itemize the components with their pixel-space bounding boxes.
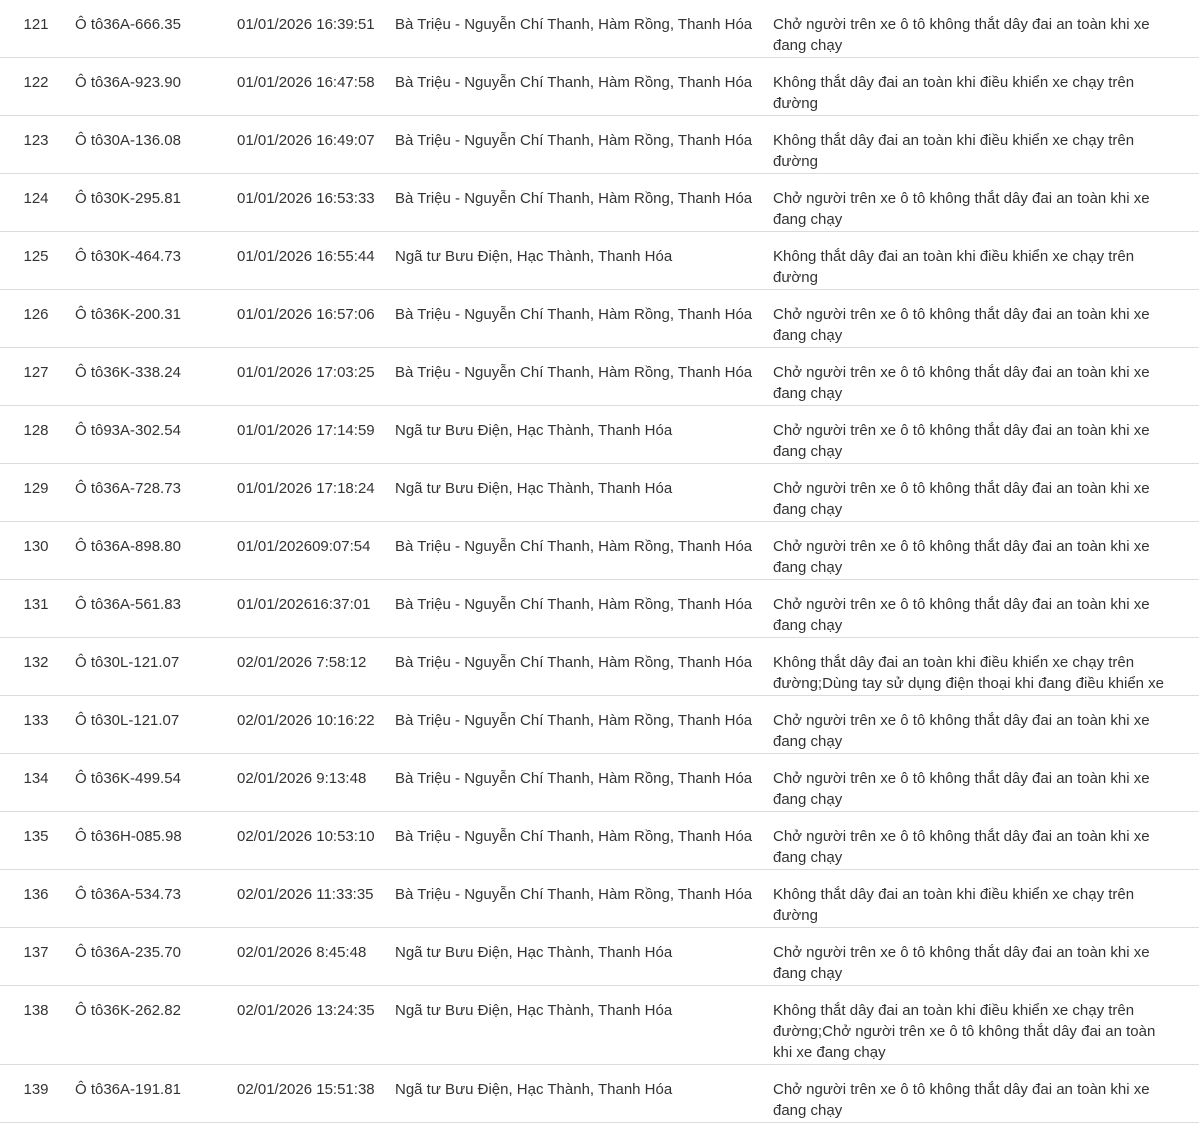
vehicle-plate: Ô tô30L-121.07 [75, 696, 237, 754]
violation-time: 01/01/2026 16:49:07 [237, 116, 395, 174]
violation-description: Không thắt dây đai an toàn khi điều khiển xe chạy trên đường [773, 870, 1199, 928]
violation-description: Chở người trên xe ô tô không thắt dây đai an toàn khi xe đang chạy [773, 464, 1199, 522]
row-number: 132 [0, 638, 75, 696]
row-number: 124 [0, 174, 75, 232]
table-row [0, 116, 1199, 174]
vehicle-plate: Ô tô36K-499.54 [75, 754, 237, 812]
table-row [0, 464, 1199, 522]
violation-description: Chở người trên xe ô tô không thắt dây đai an toàn khi xe đang chạy [773, 696, 1199, 754]
violation-description: Không thắt dây đai an toàn khi điều khiển xe chạy trên đường [773, 58, 1199, 116]
violation-time: 02/01/2026 11:33:35 [237, 870, 395, 928]
violation-time: 01/01/2026 17:03:25 [237, 348, 395, 406]
violation-description: Chở người trên xe ô tô không thắt dây đai an toàn khi xe đang chạy [773, 406, 1199, 464]
violation-description: Chở người trên xe ô tô không thắt dây đai an toàn khi xe đang chạy [773, 1065, 1199, 1123]
violation-location: Ngã tư Bưu Điện, Hạc Thành, Thanh Hóa [395, 986, 773, 1065]
violation-location: Ngã tư Bưu Điện, Hạc Thành, Thanh Hóa [395, 928, 773, 986]
violation-description: Chở người trên xe ô tô không thắt dây đai an toàn khi xe đang chạy [773, 580, 1199, 638]
violation-time: 01/01/2026 17:14:59 [237, 406, 395, 464]
table-row [0, 696, 1199, 754]
row-number: 121 [0, 0, 75, 58]
table-row [0, 1065, 1199, 1123]
row-number: 138 [0, 986, 75, 1065]
vehicle-plate: Ô tô36A-923.90 [75, 58, 237, 116]
violation-time: 01/01/202616:37:01 [237, 580, 395, 638]
row-number: 123 [0, 116, 75, 174]
violation-description: Không thắt dây đai an toàn khi điều khiển xe chạy trên đường;Chở người trên xe ô tô không thắt dây đai an toàn khi xe đang chạy [773, 986, 1199, 1065]
violation-description: Chở người trên xe ô tô không thắt dây đai an toàn khi xe đang chạy [773, 174, 1199, 232]
row-number: 134 [0, 754, 75, 812]
violation-description: Chở người trên xe ô tô không thắt dây đai an toàn khi xe đang chạy [773, 348, 1199, 406]
violation-location: Bà Triệu - Nguyễn Chí Thanh, Hàm Rồng, Thanh Hóa [395, 812, 773, 870]
row-number: 135 [0, 812, 75, 870]
vehicle-plate: Ô tô36A-666.35 [75, 0, 237, 58]
violation-time: 02/01/2026 15:51:38 [237, 1065, 395, 1123]
violation-location: Bà Triệu - Nguyễn Chí Thanh, Hàm Rồng, Thanh Hóa [395, 58, 773, 116]
violation-time: 02/01/2026 9:13:48 [237, 754, 395, 812]
violation-time: 02/01/2026 7:58:12 [237, 638, 395, 696]
violation-location: Bà Triệu - Nguyễn Chí Thanh, Hàm Rồng, Thanh Hóa [395, 116, 773, 174]
table-row [0, 638, 1199, 696]
violation-description: Chở người trên xe ô tô không thắt dây đai an toàn khi xe đang chạy [773, 290, 1199, 348]
vehicle-plate: Ô tô30L-121.07 [75, 638, 237, 696]
table-row [0, 870, 1199, 928]
violation-location: Bà Triệu - Nguyễn Chí Thanh, Hàm Rồng, Thanh Hóa [395, 522, 773, 580]
violation-description: Không thắt dây đai an toàn khi điều khiển xe chạy trên đường;Dùng tay sử dụng điện thoại khi đang điều khiển xe [773, 638, 1199, 696]
row-number: 139 [0, 1065, 75, 1123]
vehicle-plate: Ô tô36K-200.31 [75, 290, 237, 348]
table-row [0, 580, 1199, 638]
violation-time: 01/01/2026 16:47:58 [237, 58, 395, 116]
violation-time: 02/01/2026 10:53:10 [237, 812, 395, 870]
vehicle-plate: Ô tô36K-262.82 [75, 986, 237, 1065]
violation-location: Bà Triệu - Nguyễn Chí Thanh, Hàm Rồng, Thanh Hóa [395, 696, 773, 754]
table-row [0, 290, 1199, 348]
violation-time: 02/01/2026 10:16:22 [237, 696, 395, 754]
violation-description: Chở người trên xe ô tô không thắt dây đai an toàn khi xe đang chạy [773, 928, 1199, 986]
violation-location: Ngã tư Bưu Điện, Hạc Thành, Thanh Hóa [395, 232, 773, 290]
violation-description: Không thắt dây đai an toàn khi điều khiển xe chạy trên đường [773, 232, 1199, 290]
table-row [0, 0, 1199, 58]
vehicle-plate: Ô tô36A-728.73 [75, 464, 237, 522]
vehicle-plate: Ô tô36A-191.81 [75, 1065, 237, 1123]
vehicle-plate: Ô tô36A-898.80 [75, 522, 237, 580]
table-row [0, 986, 1199, 1065]
table-row [0, 174, 1199, 232]
violation-location: Bà Triệu - Nguyễn Chí Thanh, Hàm Rồng, Thanh Hóa [395, 348, 773, 406]
violation-location: Bà Triệu - Nguyễn Chí Thanh, Hàm Rồng, Thanh Hóa [395, 580, 773, 638]
vehicle-plate: Ô tô30K-295.81 [75, 174, 237, 232]
row-number: 122 [0, 58, 75, 116]
violation-location: Bà Triệu - Nguyễn Chí Thanh, Hàm Rồng, Thanh Hóa [395, 290, 773, 348]
row-number: 137 [0, 928, 75, 986]
violation-time: 01/01/2026 17:18:24 [237, 464, 395, 522]
row-number: 126 [0, 290, 75, 348]
table-row [0, 232, 1199, 290]
violation-time: 01/01/2026 16:57:06 [237, 290, 395, 348]
row-number: 131 [0, 580, 75, 638]
vehicle-plate: Ô tô93A-302.54 [75, 406, 237, 464]
violation-location: Bà Triệu - Nguyễn Chí Thanh, Hàm Rồng, Thanh Hóa [395, 0, 773, 58]
vehicle-plate: Ô tô36H-085.98 [75, 812, 237, 870]
table-row [0, 406, 1199, 464]
row-number: 133 [0, 696, 75, 754]
table-row [0, 812, 1199, 870]
violation-time: 01/01/2026 16:39:51 [237, 0, 395, 58]
violation-location: Bà Triệu - Nguyễn Chí Thanh, Hàm Rồng, Thanh Hóa [395, 870, 773, 928]
vehicle-plate: Ô tô36A-561.83 [75, 580, 237, 638]
violation-description: Chở người trên xe ô tô không thắt dây đai an toàn khi xe đang chạy [773, 0, 1199, 58]
violation-location: Bà Triệu - Nguyễn Chí Thanh, Hàm Rồng, Thanh Hóa [395, 638, 773, 696]
violation-location: Ngã tư Bưu Điện, Hạc Thành, Thanh Hóa [395, 464, 773, 522]
violation-time: 02/01/2026 8:45:48 [237, 928, 395, 986]
table-row [0, 522, 1199, 580]
violation-time: 01/01/2026 16:55:44 [237, 232, 395, 290]
violation-description: Chở người trên xe ô tô không thắt dây đai an toàn khi xe đang chạy [773, 812, 1199, 870]
violation-time: 01/01/2026 16:53:33 [237, 174, 395, 232]
table-row [0, 754, 1199, 812]
row-number: 125 [0, 232, 75, 290]
table-row [0, 928, 1199, 986]
violation-location: Ngã tư Bưu Điện, Hạc Thành, Thanh Hóa [395, 1065, 773, 1123]
row-number: 129 [0, 464, 75, 522]
violation-location: Ngã tư Bưu Điện, Hạc Thành, Thanh Hóa [395, 406, 773, 464]
row-number: 130 [0, 522, 75, 580]
row-number: 136 [0, 870, 75, 928]
violation-description: Không thắt dây đai an toàn khi điều khiển xe chạy trên đường [773, 116, 1199, 174]
violation-location: Bà Triệu - Nguyễn Chí Thanh, Hàm Rồng, Thanh Hóa [395, 174, 773, 232]
row-number: 127 [0, 348, 75, 406]
violation-location: Bà Triệu - Nguyễn Chí Thanh, Hàm Rồng, Thanh Hóa [395, 754, 773, 812]
table-row [0, 58, 1199, 116]
row-number: 128 [0, 406, 75, 464]
vehicle-plate: Ô tô36A-235.70 [75, 928, 237, 986]
table-row [0, 348, 1199, 406]
violation-description: Chở người trên xe ô tô không thắt dây đai an toàn khi xe đang chạy [773, 754, 1199, 812]
vehicle-plate: Ô tô36A-534.73 [75, 870, 237, 928]
vehicle-plate: Ô tô30A-136.08 [75, 116, 237, 174]
violation-description: Chở người trên xe ô tô không thắt dây đai an toàn khi xe đang chạy [773, 522, 1199, 580]
vehicle-plate: Ô tô36K-338.24 [75, 348, 237, 406]
vehicle-plate: Ô tô30K-464.73 [75, 232, 237, 290]
violation-time: 01/01/202609:07:54 [237, 522, 395, 580]
violation-time: 02/01/2026 13:24:35 [237, 986, 395, 1065]
